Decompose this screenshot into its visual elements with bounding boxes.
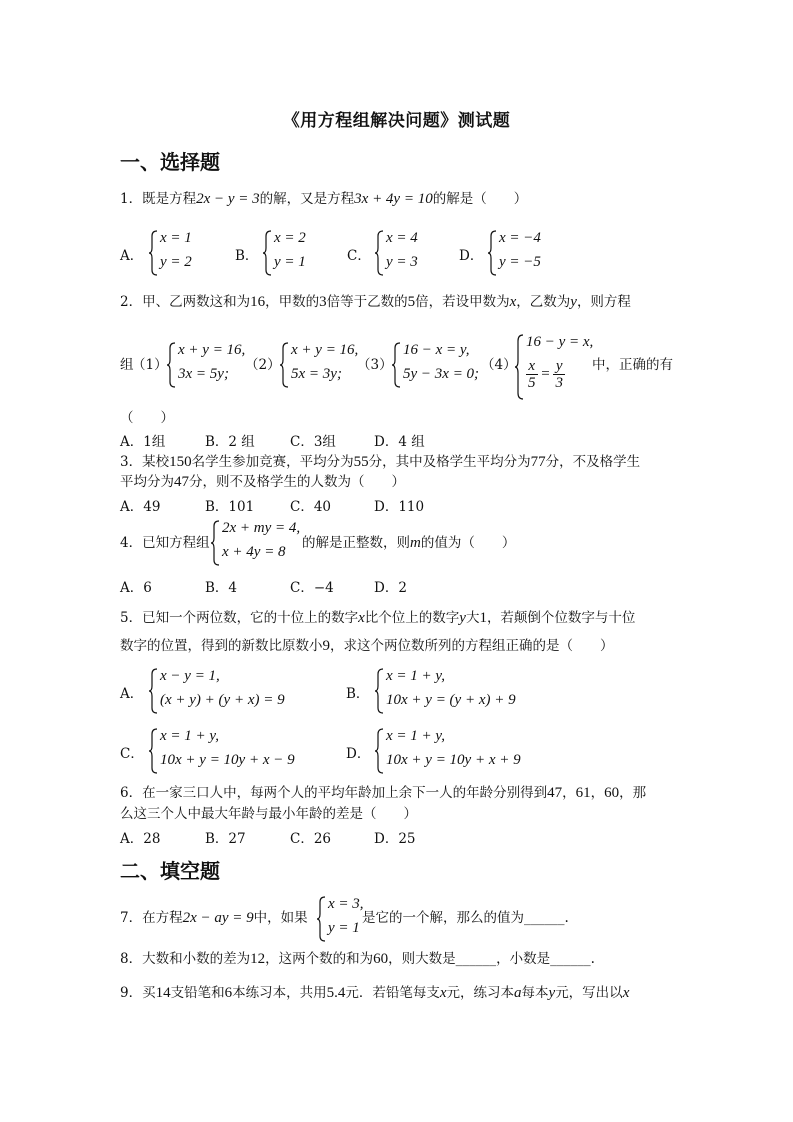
q3-number-150: 150 [169, 454, 192, 470]
q8-number-60: 60 [373, 951, 389, 967]
q9-var-y: y [548, 985, 556, 1001]
q3-number-55: 55 [353, 454, 369, 470]
brace-icon [279, 342, 289, 388]
q6-comma-1: ， [562, 785, 576, 801]
q5-option-a-label: A． [120, 686, 144, 702]
q2-option-b: B．2 组 [205, 434, 255, 450]
q3-number-77: 77 [530, 454, 546, 470]
q1-option-a-row-2: y = 2 [160, 254, 192, 270]
q1-equation-1: 2x − y = 3 [196, 191, 260, 207]
q4-option-c: C．−4 [290, 580, 334, 596]
q5-option-a-row-2: (x + y) + (y + x) = 9 [160, 692, 285, 708]
brace-icon [374, 728, 384, 774]
section-heading-fill-in: 二、填空题 [120, 859, 220, 883]
q9-number-6: 6 [224, 985, 233, 1001]
q5-option-d-row-1: x = 1 + y, [386, 728, 445, 744]
q1-text-b: 的解，又是方程 [259, 191, 355, 207]
q5-option-c-row-2: 10x + y = 10y + x − 9 [160, 752, 295, 768]
q4-option-a: A．6 [120, 580, 152, 596]
q3-text-d: 分，不及格学生 [545, 454, 641, 470]
q2-answer-paren: （ ） [120, 410, 174, 426]
q2-text-2: ，甲数的 [265, 294, 320, 310]
q1-text-c: 的解是（ ） [432, 191, 528, 207]
fraction-numerator: x [526, 358, 538, 375]
q4-text-a: 4．已知方程组 [120, 535, 210, 551]
q2-sys-3-label: （3） [357, 357, 393, 373]
section-heading-choice: 一、选择题 [120, 150, 220, 174]
q6-text-b: ，那 [619, 785, 647, 801]
q7-text-b: 中，如果 [253, 910, 308, 926]
brace-icon [210, 520, 220, 566]
question-3-line-2 [120, 473, 405, 491]
q9-number-14: 14 [155, 985, 171, 1001]
q8-number-12: 12 [250, 951, 266, 967]
q6-line-2: 么这三个人中最大年龄与最小年龄的差是（ ） [120, 806, 417, 822]
question-8 [120, 950, 595, 968]
q3-text-a: 3．某校 [120, 454, 170, 470]
q6-option-d: D．25 [374, 831, 416, 847]
q3-text-b: 名学生参加竞赛，平均分为 [191, 454, 354, 470]
page-title: 《用方程组解决问题》测试题 [282, 111, 511, 131]
fraction [553, 358, 565, 391]
q9-text-f: 每本 [521, 985, 549, 1001]
q4-system-row-1: 2x + my = 4, [222, 520, 301, 536]
q1-option-c-row-2: y = 3 [386, 254, 418, 270]
q2-option-c: C．3组 [290, 434, 336, 450]
q6-option-b: B．27 [205, 831, 246, 847]
q2-system-3-row-2: 5y − 3x = 0; [403, 366, 480, 382]
q7-text-c: 是它的一个解，那么的值为______. [362, 910, 569, 926]
q5-option-a-row-1: x − y = 1, [160, 668, 220, 684]
q2-text-6: ，则方程 [576, 294, 631, 310]
q2-system-2-row-2: 5x = 3y; [291, 366, 342, 382]
q4-var-m: m [410, 535, 421, 551]
question-5-line-1 [120, 609, 635, 627]
brace-icon [166, 342, 176, 388]
q8-text-a: 8．大数和小数的差为 [120, 951, 251, 967]
q7-equation: 2x − ay = 9 [182, 910, 254, 926]
q2-system-1-row-2: 3x = 5y; [178, 366, 229, 382]
q2-sys-4-label: （4） [481, 357, 517, 373]
q9-text-d: 元．若铅笔每支 [345, 985, 440, 1001]
q9-text-e: 元，练习本 [446, 985, 515, 1001]
q2-system-2-row-1: x + y = 16, [291, 342, 359, 358]
q2-system-4-row-1: 16 − y = x, [526, 334, 594, 350]
q5-option-b-row-2: 10x + y = (y + x) + 9 [386, 692, 516, 708]
q1-option-d-label: D． [459, 248, 484, 264]
q2-sys-1-label: （1） [132, 357, 168, 373]
q3-number-47: 47 [174, 474, 189, 490]
q5-text-b: 比个位上的数字 [364, 610, 460, 626]
q2-number-5: 5 [407, 294, 416, 310]
q6-option-a: A．28 [120, 831, 161, 847]
q4-text-c: 的值为（ ） [420, 535, 516, 551]
q1-option-a-label: A． [120, 248, 144, 264]
q8-text-b: ，这两个数的和为 [265, 951, 374, 967]
q2-sys-2-label: （2） [245, 357, 281, 373]
q9-number-5-4: 5.4 [326, 985, 346, 1001]
q5-number-1: 1 [479, 610, 487, 626]
q4-option-b: B．4 [205, 580, 238, 596]
q5-var-x: x [358, 610, 365, 626]
q2-number-16: 16 [250, 294, 266, 310]
q1-option-b-label: B． [235, 248, 259, 264]
question-2-stem [120, 293, 631, 311]
q3-option-c: C．40 [290, 499, 332, 515]
q3-text-f: 分，则不及格学生的人数为（ ） [189, 474, 405, 490]
question-9 [120, 984, 629, 1002]
q2-text-4: 倍，若设甲数为 [415, 294, 510, 310]
q2-system-3-row-1: 16 − x = y, [403, 342, 470, 358]
q2-system-1-row-1: x + y = 16, [178, 342, 246, 358]
q3-text-c: 分，其中及格学生平均分为 [368, 454, 531, 470]
q1-option-b-row-1: x = 2 [274, 230, 306, 246]
q6-comma-2: ， [590, 785, 605, 801]
q7-text-a: 7．在方程 [120, 910, 183, 926]
q5-var-y: y [459, 610, 466, 626]
q4-text-b: 的解是正整数，则 [302, 535, 410, 551]
q5-option-c-row-1: x = 1 + y, [160, 728, 219, 744]
q1-option-c-row-1: x = 4 [386, 230, 418, 246]
brace-icon [391, 342, 401, 388]
brace-icon [487, 230, 497, 276]
q2-group-label: 组 [120, 357, 134, 373]
q2-tail: 中，正确的有 [592, 357, 673, 373]
q5-text-c: 大 [465, 610, 480, 626]
q5-text-f: ，求这个两位数所列的方程组正确的是（ ） [330, 638, 614, 654]
q2-option-a: A．1组 [120, 434, 166, 450]
q5-option-b-row-1: x = 1 + y, [386, 668, 445, 684]
q9-var-x-2: x [622, 985, 630, 1001]
q6-number-47: 47 [547, 785, 563, 801]
q3-text-e: 平均分为 [120, 474, 174, 490]
q2-text-3: 倍等于乙数的 [326, 294, 408, 310]
q4-text-b-line [302, 534, 515, 552]
brace-icon [148, 728, 158, 774]
q6-number-60: 60 [604, 785, 620, 801]
fraction-denominator: 3 [555, 375, 563, 391]
q7-system-row-1: x = 3, [328, 896, 364, 912]
q2-var-y: y [570, 294, 577, 310]
q1-option-b-row-2: y = 1 [274, 254, 306, 270]
brace-icon [514, 334, 524, 400]
q5-number-9: 9 [322, 638, 330, 654]
q1-option-a-row-1: x = 1 [160, 230, 192, 246]
fraction-numerator: y [553, 358, 565, 375]
brace-icon [316, 896, 326, 942]
q1-equation-2: 3x + 4y = 10 [354, 191, 433, 207]
q9-text-b: 支铅笔和 [170, 985, 225, 1001]
question-3-line-1 [120, 453, 640, 471]
q4-option-d: D．2 [374, 580, 407, 596]
q3-option-a: A．49 [120, 499, 161, 515]
q9-text-a: 9．买 [120, 985, 156, 1001]
q3-option-b: B．101 [205, 499, 255, 515]
q5-text-e: 数字的位置，得到的新数比原数小 [120, 638, 323, 654]
q6-number-61: 61 [575, 785, 591, 801]
q6-text-a: 6．在一家三口人中，每两个人的平均年龄加上余下一人的年龄分别得到 [120, 785, 548, 801]
q2-text-5: ，乙数为 [516, 294, 571, 310]
q5-option-b-label: B． [346, 686, 370, 702]
question-6-line-1 [120, 784, 646, 802]
brace-icon [148, 230, 158, 276]
q2-option-d: D．4 组 [374, 434, 425, 450]
q5-text-a: 5．已知一个两位数，它的十位上的数字 [120, 610, 359, 626]
q2-system-4-row-2 [526, 358, 565, 391]
q1-option-d-row-1: x = −4 [499, 230, 541, 246]
q5-text-d: ，若颠倒个位数字与十位 [486, 610, 636, 626]
q1-option-c-label: C． [347, 248, 371, 264]
q4-system-row-2: x + 4y = 8 [222, 544, 286, 560]
q7-system-row-2: y = 1 [328, 920, 360, 936]
fraction [526, 358, 538, 391]
question-1-stem [120, 190, 527, 208]
brace-icon [262, 230, 272, 276]
q2-number-3: 3 [319, 294, 327, 310]
question-7-lead [120, 909, 308, 927]
q9-var-a: a [514, 985, 522, 1001]
q6-option-c: C．26 [290, 831, 332, 847]
q5-option-d-row-2: 10x + y = 10y + x + 9 [386, 752, 521, 768]
q2-text-1: 2．甲、乙两数这和为 [120, 294, 251, 310]
brace-icon [374, 668, 384, 714]
q1-option-d-row-2: y = −5 [499, 254, 541, 270]
q3-option-d: D．110 [374, 499, 425, 515]
q2-var-x: x [509, 294, 517, 310]
q5-option-c-label: C． [120, 746, 144, 762]
q8-text-c: ，则大数是______，小数是______. [388, 951, 595, 967]
brace-icon [148, 668, 158, 714]
q9-text-c: 本练习本，共用 [232, 985, 327, 1001]
q5-option-d-label: D． [346, 746, 371, 762]
q9-text-g: 元，写出以 [555, 985, 623, 1001]
brace-icon [374, 230, 384, 276]
equals-sign: = [541, 365, 550, 382]
fraction-denominator: 5 [528, 375, 536, 391]
q9-var-x: x [439, 985, 447, 1001]
q1-text-a: 1．既是方程 [120, 191, 197, 207]
question-5-line-2 [120, 637, 614, 655]
